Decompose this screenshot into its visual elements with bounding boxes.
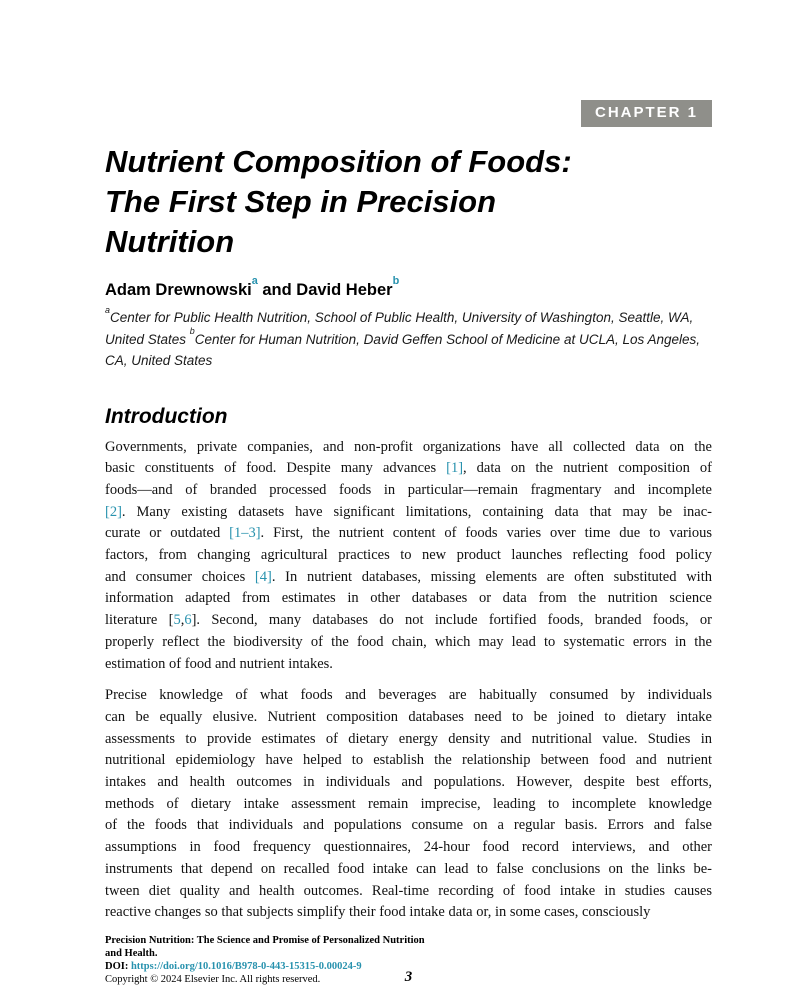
copyright-text: Copyright © 2024 Elsevier Inc. All rights reserved. <box>105 973 321 985</box>
text-line: of the foods that individuals and populations consume on a regular basis. Errors and false <box>105 817 712 834</box>
text-line: curate or outdated [1–3]. First, the nutrient content of foods varies over time due to various <box>105 525 713 542</box>
citation-link[interactable]: [4] <box>254 568 272 585</box>
text-line: instruments that depend on recalled food intake can lead to false conclusions on the links be- <box>105 860 712 877</box>
text-line: factors, from changing agricultural practices to new product launches reflecting food policy <box>105 547 712 564</box>
footer-book-title-line1: Precision Nutrition: The Science and Promise of Personalized Nutrition <box>105 934 425 946</box>
text-line: Precise knowledge of what foods and beverages are habitually consumed by individuals <box>105 687 712 704</box>
author-affiliation-link[interactable]: b <box>392 274 400 287</box>
body-text <box>105 437 712 924</box>
section-heading-introduction: Introduction <box>105 404 228 428</box>
citation-link[interactable]: 6 <box>184 612 192 629</box>
text-line: Governments, private companies, and non-profit organizations have all collected data on the <box>105 438 712 455</box>
text-line: basic constituents of food. Despite many advances [1], data on the nutrient composition of <box>105 460 712 477</box>
text-line: Nutrient Composition of Foods: <box>105 144 572 179</box>
chapter-badge: CHAPTER 1 <box>581 100 712 127</box>
text-line: information adapted from estimates in other databases or data from the nutrition science <box>105 590 712 607</box>
authors-line: Adam Drewnowski$^a$ and David Heber$^b$ <box>105 274 400 299</box>
text-line: assumptions in food frequency questionnaires, 24-hour food record interviews, and other <box>105 839 712 856</box>
text-line: CA, United States <box>105 353 213 368</box>
affiliation-marker: a <box>105 304 110 315</box>
text-line: can be equally elusive. Nutrient composition databases need to be joined to dietary intake <box>105 708 712 725</box>
doi-link[interactable]: https://doi.org/10.1016/B978-0-443-15315-0.00024-9 <box>130 960 362 972</box>
text-line: literature [5,6]. Second, many databases do not include fortified foods, branded foods, or <box>105 612 712 629</box>
doi-label: DOI: <box>105 960 131 972</box>
text-line: Nutrition <box>105 224 235 259</box>
chapter-badge-row <box>105 100 712 127</box>
text-line: estimation of food and nutrient intakes. <box>105 655 333 672</box>
text-line: intakes and health outcomes in individuals and populations. However, despite best efforts, <box>105 774 712 791</box>
page-footer <box>105 934 712 986</box>
text-line: The First Step in Precision <box>105 184 497 219</box>
citation-link[interactable]: [1] <box>446 460 464 477</box>
footer-book-title-line2: and Health. <box>105 947 158 959</box>
citation-link[interactable]: [2] <box>105 503 122 520</box>
text-line: and consumer choices [4]. In nutrient databases, missing elements are often substituted with <box>105 568 712 585</box>
citation-link[interactable]: [1–3] <box>229 525 261 542</box>
paragraph-1 <box>105 437 712 676</box>
author-affiliation-link[interactable]: a <box>251 274 258 287</box>
text-line: foods—and of branded processed foods in particular—remain fragmentary and incomplete <box>105 481 712 498</box>
text-line: properly reflect the biodiversity of the food chain, which may lead to systematic errors in the <box>105 633 712 650</box>
citation-link[interactable]: 5 <box>173 612 181 629</box>
text-line: nutritional epidemiology have helped to establish the relationship between food and nutrient <box>105 752 712 769</box>
affiliations <box>105 304 712 372</box>
text-line: $^a$Center for Public Health Nutrition, School of Public Health, University of Washington, Seattle, WA, <box>105 304 694 325</box>
affiliation-marker: b <box>189 326 195 336</box>
text-line: tween diet quality and health outcomes. Real-time recording of food intake in studies causes <box>105 882 712 899</box>
text-line: methods of dietary intake assessment remain imprecise, leading to incomplete knowledge <box>105 795 712 812</box>
text-line: [2]. Many existing datasets have significant limitations, containing data that may be inac- <box>105 503 712 520</box>
paragraph-2 <box>105 685 712 924</box>
page-number: 3 <box>404 968 413 985</box>
text-line: reactive changes so that subjects simplify their food intake data or, in some cases, consciously <box>105 904 651 921</box>
text-line: assessments to provide estimates of dietary energy density and nutritional value. Studies in <box>105 730 712 747</box>
chapter-title <box>105 142 712 262</box>
text-line: United States $^b$Center for Human Nutrition, David Geffen School of Medicine at UCLA, Los Angeles, <box>105 326 701 347</box>
